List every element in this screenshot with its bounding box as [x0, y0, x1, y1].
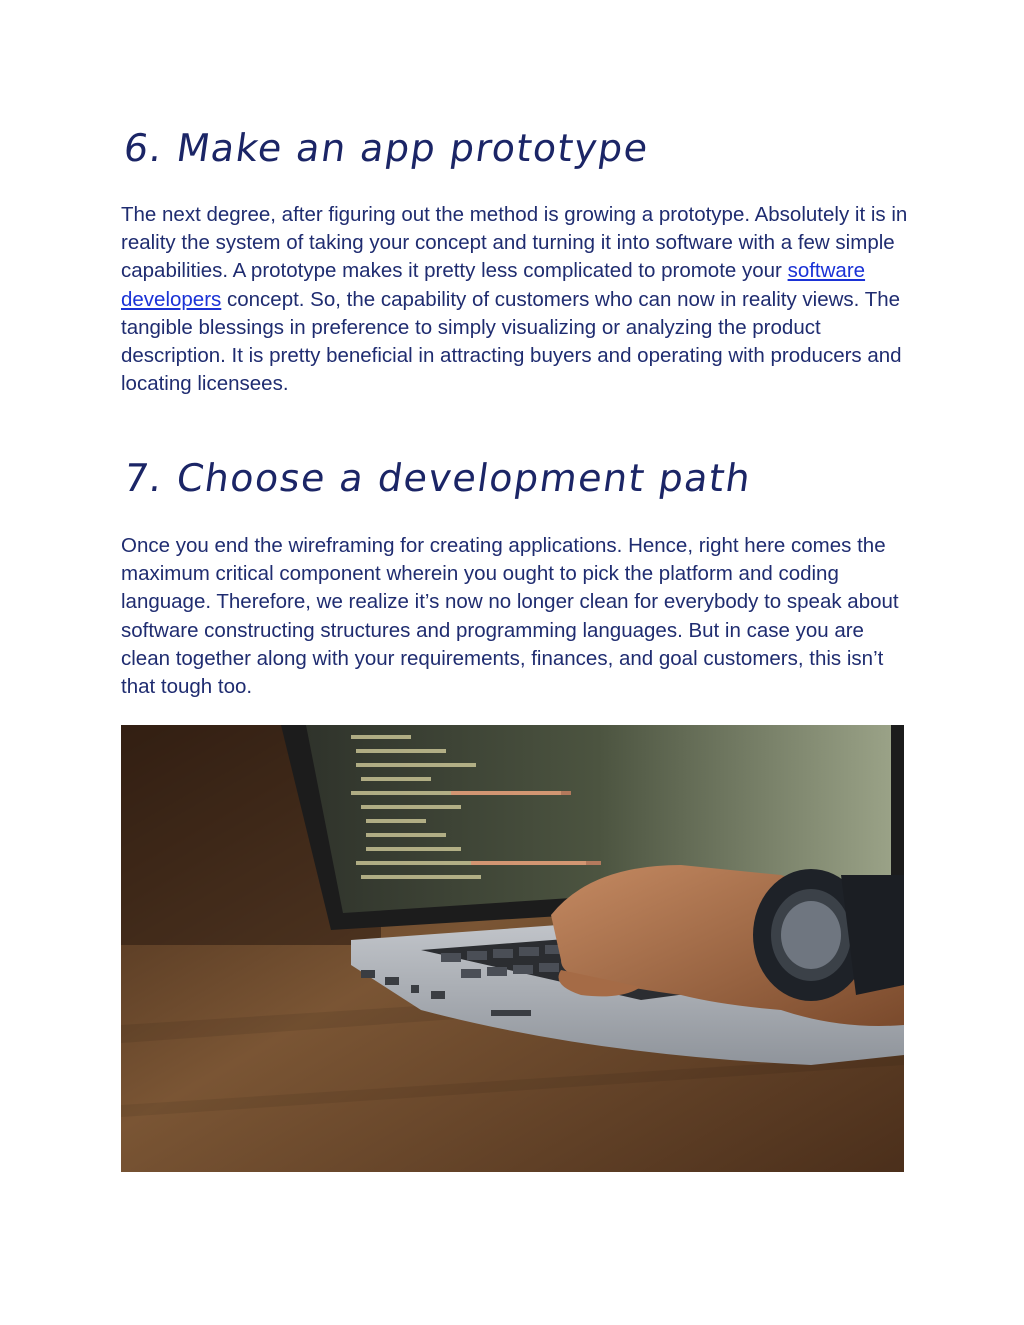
- section-paragraph-prototype: [121, 201, 911, 398]
- laptop-typing-photo: [121, 725, 904, 1172]
- section-heading-development-path: 7. Choose a development path: [121, 456, 755, 500]
- section-heading-prototype: 6. Make an app prototype: [121, 126, 652, 170]
- section-paragraph-development-path: Once you end the wireframing for creating applications. Hence, right here comes the maximum critical component wherein you ought to pick the platform and coding language. Therefore, we realize it’s now no longer clean for everybody to speak about software constructing structures and programming languages. But in case you are clean together along with your requirements, finances, and goal customers, this isn’t that tough too.: [121, 534, 899, 699]
- paragraph-text: concept. So, the capability of customers who can now in reality views. The tangible blessings in preference to simply visualizing or analyzing the product description. It is pretty beneficial in attracting buyers and operating with producers and locating licensees.: [121, 287, 902, 396]
- software-developers-link[interactable]: software developers: [121, 259, 866, 311]
- paragraph-text: The next degree, after figuring out the method is growing a prototype. Absolutely it is in reality the system of taking your concept and turning it into software with a few simple capabilities. A prototype makes it pretty less complicated to promote your: [121, 203, 908, 283]
